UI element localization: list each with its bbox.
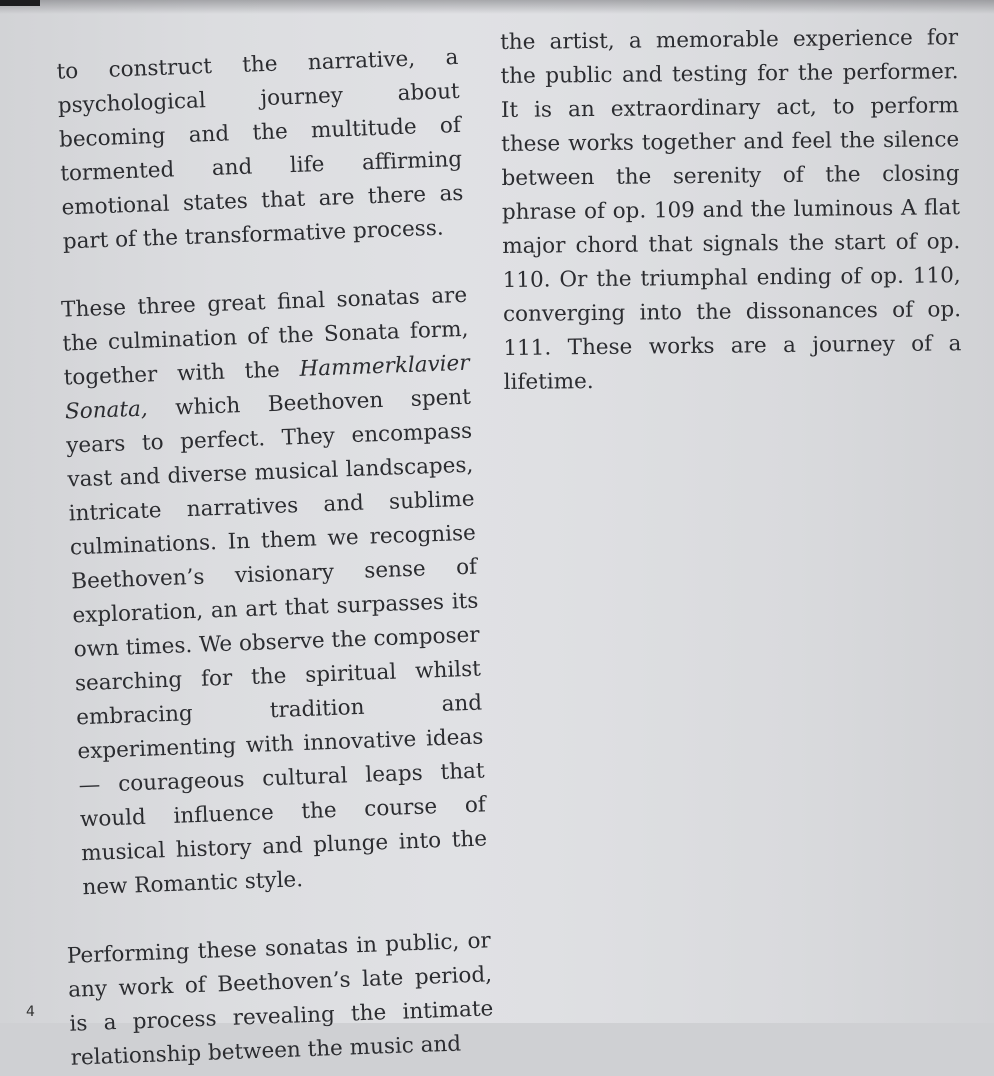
right-column	[500, 21, 962, 400]
left-paragraph-1: to construct the narrative, a psychological journey about becoming and the multitude of tormented and life affirming emotional states that are there as part of the transformative process.	[56, 44, 464, 255]
left-paragraph-3: Performing these sonatas in public, or any work of Beethoven’s late period, is a process revealing the intimate relationship between the music and	[66, 928, 494, 1071]
left-paragraph-2	[61, 279, 489, 905]
left-paragraph-2-end: which Beethoven spent years to perfect. They encompass vast and diverse musical landscapes, intricate narratives and sublime culminations. In them we recognise Beethoven’s visionary sense of exploration, an art that surpasses its own times. We observe the composer searching for the spiritual whilst embracing tradition and experimenting with innovative ideas — courageous cultural leaps that would influence the course of musical history and plunge into the new Romantic style.	[65, 384, 488, 901]
left-paragraph-2-start: These three great final sonatas are the culmination of the Sonata form, together with the	[60, 282, 469, 391]
page-top-shadow	[0, 0, 994, 14]
page-top-edge	[0, 0, 40, 6]
hammerklavier-title: Hammerklavier Sonata,	[64, 350, 470, 425]
left-column	[46, 41, 495, 1075]
right-paragraph-1: the artist, a memorable experience for the public and testing for the performer. It is an extraordinary act, to perform these works together and feel the silence between the serenity of the closing phrase of op. 109 and the luminous A flat major chord that signals the start of op. 110. Or the triumphal ending of op. 110, converging into the dissonances of op. 111. These works are a journey of a lifetime.	[500, 25, 962, 395]
page-number: 4	[26, 1004, 35, 1020]
